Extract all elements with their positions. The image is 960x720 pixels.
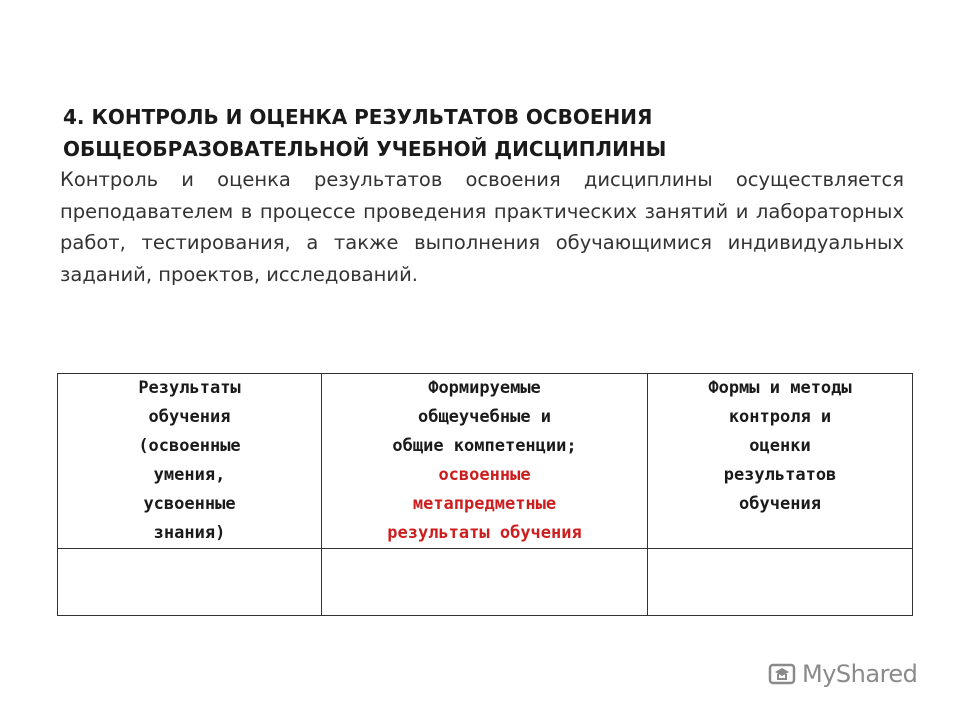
table-row [58, 549, 913, 616]
watermark-logo[interactable] [768, 656, 917, 692]
header-control-methods [648, 374, 913, 549]
header-learning-results [58, 374, 322, 549]
mortarboard-icon [768, 660, 796, 688]
header-line-highlight: освоенные [438, 465, 531, 485]
header-competencies [322, 374, 648, 549]
body-paragraph: Контроль и оценка результатов освоения дисциплины осуществляется преподавателем в процессе проведения практических занятий и лабораторных работ, тестирования, а также выполнения обучающимися индивидуальных заданий, проектов, исследований. [60, 168, 904, 286]
watermark-text: MyShared [802, 660, 918, 688]
table-cell-empty [322, 549, 648, 616]
header-line: Результаты [138, 378, 241, 398]
header-line: обучения [148, 407, 231, 427]
heading-line-2: ОБЩЕОБРАЗОВАТЕЛЬНОЙ УЧЕБНОЙ ДИСЦИПЛИНЫ [63, 137, 667, 161]
header-line: (освоенные [138, 436, 241, 456]
header-line: оценки [749, 436, 811, 456]
table-header-row [58, 374, 913, 549]
header-line: Формы и методы [708, 378, 852, 398]
header-line: контроля и [728, 407, 832, 427]
header-line-highlight: метапредметные [412, 494, 557, 514]
header-line: результатов [723, 465, 837, 485]
section-heading [63, 101, 863, 165]
header-line: знания) [153, 523, 226, 543]
header-line: умения, [153, 465, 226, 485]
header-line-highlight: результаты обучения [387, 523, 582, 543]
heading-line-1: 4. КОНТРОЛЬ И ОЦЕНКА РЕЗУЛЬТАТОВ ОСВОЕНИЯ [63, 105, 653, 129]
header-line: общие компетенции; [392, 436, 577, 456]
header-line: Формируемые [428, 378, 541, 398]
header-line: обучения [739, 494, 821, 514]
header-line: усвоенные [143, 494, 236, 514]
table-cell-empty [648, 549, 913, 616]
results-table [57, 373, 913, 616]
table-cell-empty [58, 549, 322, 616]
header-line: общеучебные и [417, 407, 552, 427]
